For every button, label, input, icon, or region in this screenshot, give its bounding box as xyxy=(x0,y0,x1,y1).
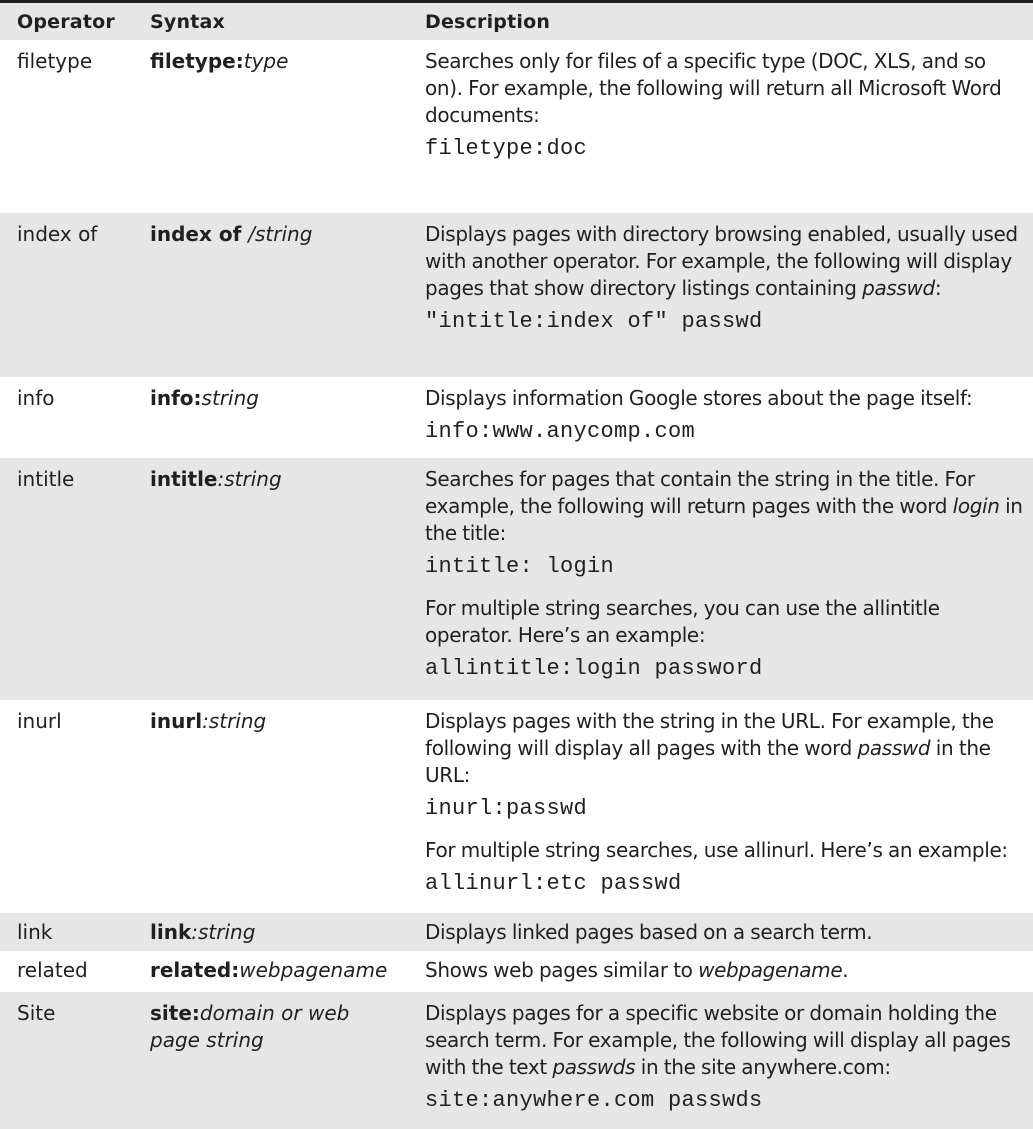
operator-cell: info xyxy=(17,386,55,410)
syntax-param: webpagename xyxy=(239,958,388,982)
header-operator: Operator xyxy=(17,10,115,33)
example-code: intitle: login xyxy=(425,554,615,579)
description-cell xyxy=(408,40,1033,213)
description-cell xyxy=(408,913,1033,951)
emphasis: webpagename xyxy=(698,958,843,982)
emphasis: passwd xyxy=(862,276,935,300)
description-text: Displays linked pages based on a search term. xyxy=(425,920,873,944)
example-code: allintitle:login password xyxy=(425,656,763,681)
syntax-keyword: site: xyxy=(150,1001,200,1025)
table-row-filetype xyxy=(0,40,1033,213)
table-row-index-of xyxy=(0,213,1033,377)
syntax-cell xyxy=(133,40,408,213)
table-row-info xyxy=(0,377,1033,458)
syntax-cell xyxy=(133,913,408,951)
example-code: site:anywhere.com passwds xyxy=(425,1088,763,1113)
syntax-param: type xyxy=(243,49,289,73)
syntax-keyword: inurl xyxy=(150,709,203,733)
description-cell xyxy=(408,700,1033,913)
table-row-site xyxy=(0,992,1033,1129)
syntax-cell xyxy=(133,700,408,913)
emphasis: passwds xyxy=(552,1055,636,1079)
syntax-param: :string xyxy=(217,467,282,491)
syntax-param: :string xyxy=(191,920,256,944)
description-cell xyxy=(408,951,1033,992)
description-cell xyxy=(408,992,1033,1129)
syntax-keyword: filetype: xyxy=(150,49,244,73)
header-description: Description xyxy=(425,10,551,33)
emphasis: passwd xyxy=(857,736,931,760)
syntax-param: domain or web page string xyxy=(150,1001,350,1052)
description-cell xyxy=(408,213,1033,377)
description-text: Shows web pages similar to webpagename. xyxy=(425,958,849,982)
description-text: Searches for pages that contain the string in the title. For example, the following will return pages with the word login in the title: xyxy=(425,467,1023,545)
operator-cell: related xyxy=(17,958,88,982)
description-text: Displays pages with the string in the URL. For example, the following will display all pages with the word passwd in the URL: xyxy=(425,709,994,787)
operator-cell: Site xyxy=(17,1001,56,1025)
example-code: inurl:passwd xyxy=(425,796,588,821)
example-code: filetype:doc xyxy=(425,136,588,161)
table-row-inurl xyxy=(0,700,1033,913)
syntax-cell xyxy=(133,213,408,377)
emphasis: login xyxy=(952,494,1000,518)
operator-cell: intitle xyxy=(17,467,75,491)
operator-cell: index of xyxy=(17,222,98,246)
table-row-related xyxy=(0,951,1033,992)
header-syntax: Syntax xyxy=(150,10,225,33)
description-text: Displays pages with directory browsing enabled, usually used with another operator. For example, the following will display pages that show directory listings containing passwd: xyxy=(425,222,1018,300)
syntax-keyword: info: xyxy=(150,386,202,410)
operator-cell: filetype xyxy=(17,49,93,73)
table-header-row xyxy=(0,3,1033,40)
description-cell xyxy=(408,458,1033,700)
table-row-link xyxy=(0,913,1033,951)
description-text: Searches only for files of a specific type (DOC, XLS, and so on). For example, the following will return all Microsoft Word documents: xyxy=(425,49,1002,127)
syntax-keyword: index of xyxy=(150,222,249,246)
syntax-param: /string xyxy=(248,222,313,246)
syntax-keyword: related: xyxy=(150,958,240,982)
table-row-intitle xyxy=(0,458,1033,700)
example-code: info:www.anycomp.com xyxy=(425,419,696,444)
operator-cell: link xyxy=(17,920,53,944)
description-text: For multiple string searches, use allinurl. Here’s an example: xyxy=(425,838,1008,862)
example-code: allinurl:etc passwd xyxy=(425,871,682,896)
operator-cell: inurl xyxy=(17,709,62,733)
syntax-param: string xyxy=(201,386,259,410)
syntax-cell xyxy=(133,992,408,1129)
syntax-cell xyxy=(133,377,408,458)
syntax-param: :string xyxy=(202,709,267,733)
description-text: For multiple string searches, you can use the allintitle operator. Here’s an example: xyxy=(425,596,940,647)
description-cell xyxy=(408,377,1033,458)
syntax-cell xyxy=(133,951,408,992)
example-code: "intitle:index of" passwd xyxy=(425,309,763,334)
syntax-cell xyxy=(133,458,408,700)
description-text: Displays information Google stores about the page itself: xyxy=(425,386,973,410)
syntax-keyword: link xyxy=(150,920,192,944)
description-text: Displays pages for a specific website or domain holding the search term. For example, the following will display all pages with the text passwds in the site anywhere.com: xyxy=(425,1001,1011,1079)
syntax-keyword: intitle xyxy=(150,467,218,491)
